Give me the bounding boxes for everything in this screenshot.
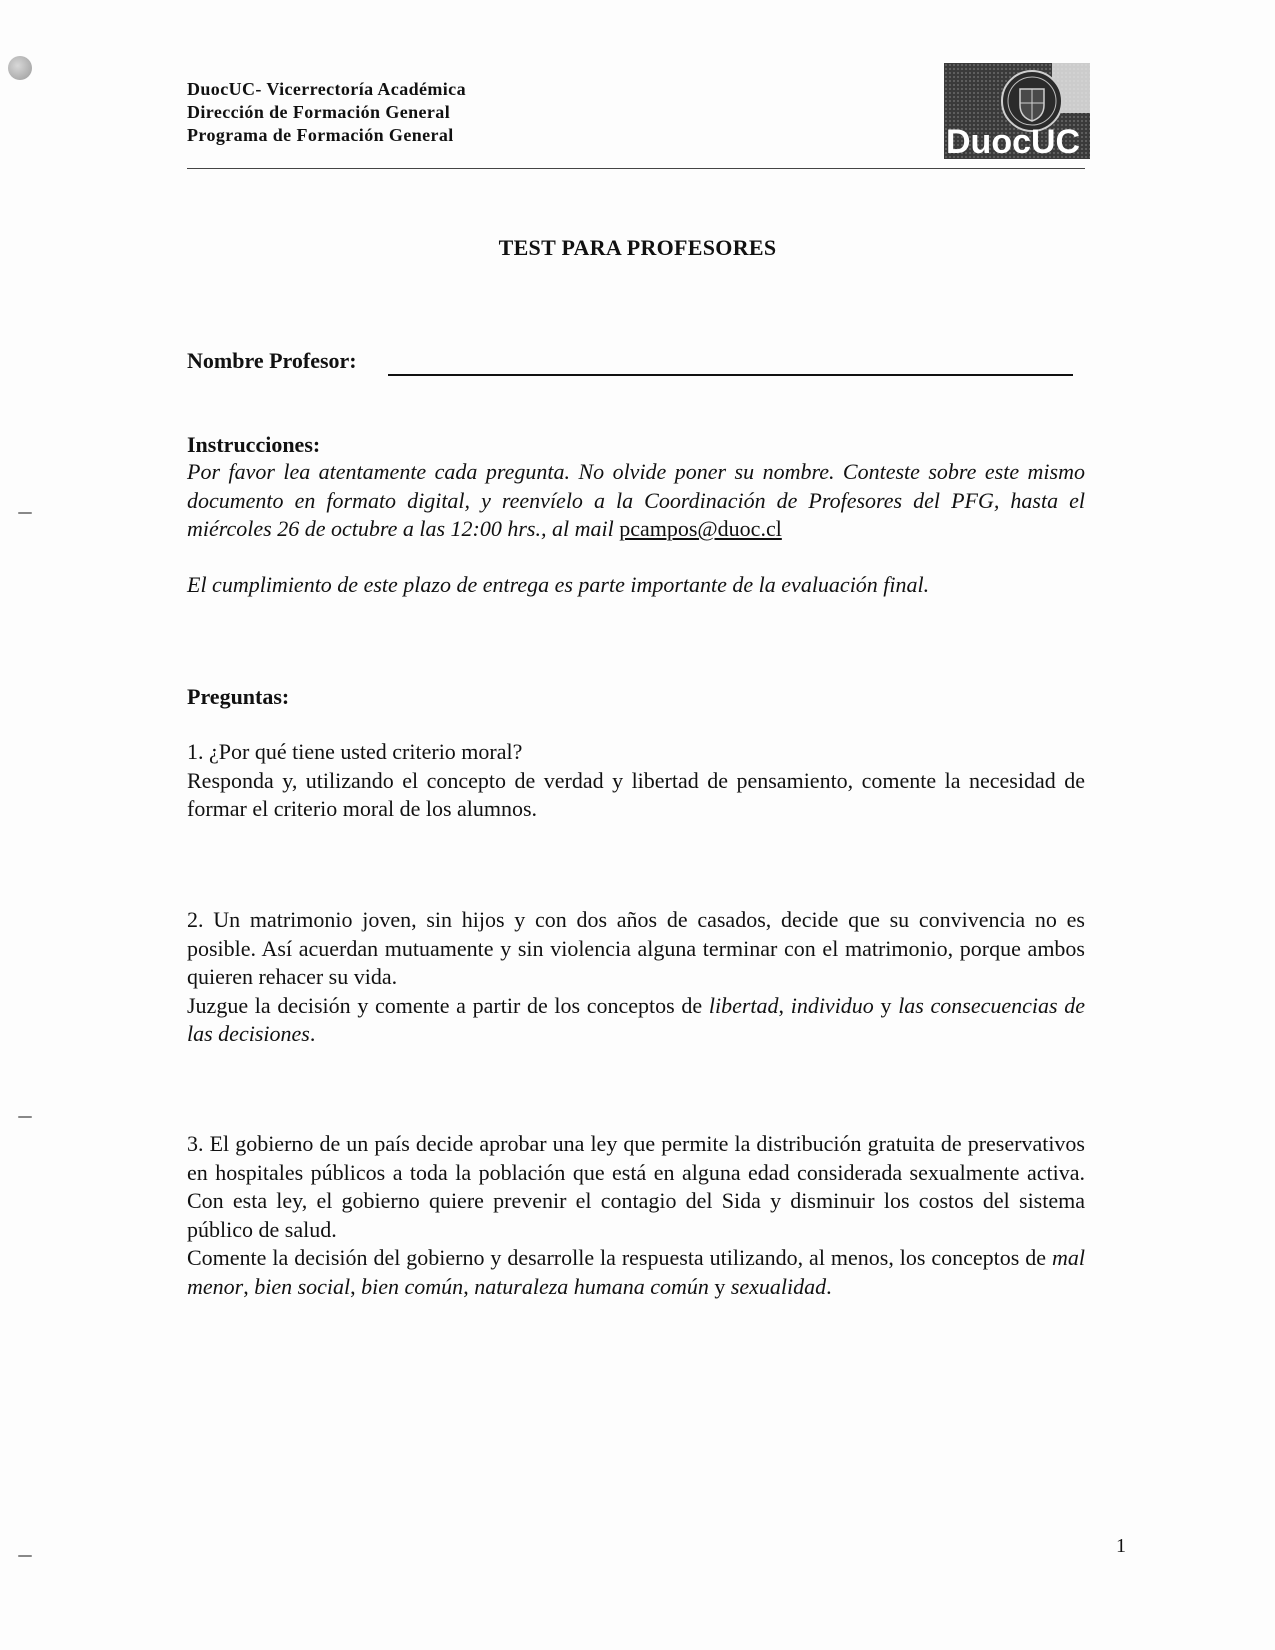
scan-mark <box>18 512 32 514</box>
questions-heading: Preguntas: <box>187 684 290 709</box>
page-number: 1 <box>1116 1535 1126 1557</box>
question-1 <box>187 738 1085 824</box>
svg-text:DuocUC: DuocUC <box>946 123 1081 159</box>
question-1-prompt: Responda y, utilizando el concepto de verdad y libertad de pensamiento, comente la necesidad de formar el criterio moral de los alumnos. <box>187 767 1085 821</box>
duocuc-logo <box>944 63 1090 159</box>
institution-line: DuocUC- Vicerrectoría Académica <box>187 79 466 99</box>
question-3 <box>187 1130 1085 1301</box>
instructions-heading: Instrucciones: <box>187 432 321 457</box>
seal-icon <box>1002 71 1062 131</box>
scan-mark <box>18 1555 32 1557</box>
name-field-input[interactable] <box>388 374 1073 376</box>
question-1-title: 1. ¿Por qué tiene usted criterio moral? <box>187 739 523 764</box>
instructions-body: Por favor lea atentamente cada pregunta. No olvide poner su nombre. Conteste sobre este mismo documento en formato digital, y reenvíelo a la Coordinación de Profesores del PFG, hasta el miércoles 26 de octubre a las 12:00 hrs., al mail <box>187 459 1085 541</box>
question-2-prompt: Juzgue la decisión y comente a partir de los conceptos de libertad, individuo y las consecuencias de las decisiones. <box>187 992 1086 1046</box>
question-3-prompt: Comente la decisión del gobierno y desarrolle la respuesta utilizando, al menos, los conceptos de mal menor, bien social, bien común, naturaleza humana común y sexualidad. <box>187 1245 1086 1299</box>
instructions-text <box>187 458 1085 544</box>
program-line: Programa de Formación General <box>187 125 454 145</box>
header-divider <box>187 168 1085 169</box>
letterhead <box>187 78 466 147</box>
deadline-note: El cumplimiento de este plazo de entrega es parte importante de la evaluación final. <box>187 572 930 597</box>
question-2-scenario: 2. Un matrimonio joven, sin hijos y con dos años de casados, decide que su convivencia no es posible. Así acuerdan mutuamente y sin violencia alguna terminar con el matrimonio, porque ambos quieren rehacer su vida. <box>187 907 1085 989</box>
punch-hole-mark <box>8 56 32 80</box>
scan-mark <box>18 1116 32 1118</box>
name-field-label: Nombre Profesor: <box>187 348 357 373</box>
document-title: TEST PARA PROFESORES <box>498 235 777 260</box>
direction-line: Dirección de Formación General <box>187 102 451 122</box>
email-link[interactable]: pcampos@duoc.cl <box>619 516 782 541</box>
question-2 <box>187 906 1085 1049</box>
question-3-scenario: 3. El gobierno de un país decide aprobar una ley que permite la distribución gratuita de preservativos en hospitales públicos a toda la población que está en alguna edad considerada sexualmente activa. Con esta ley, el gobierno quiere prevenir el contagio del Sida y disminuir los costos del sistema público de salud. <box>187 1131 1085 1242</box>
